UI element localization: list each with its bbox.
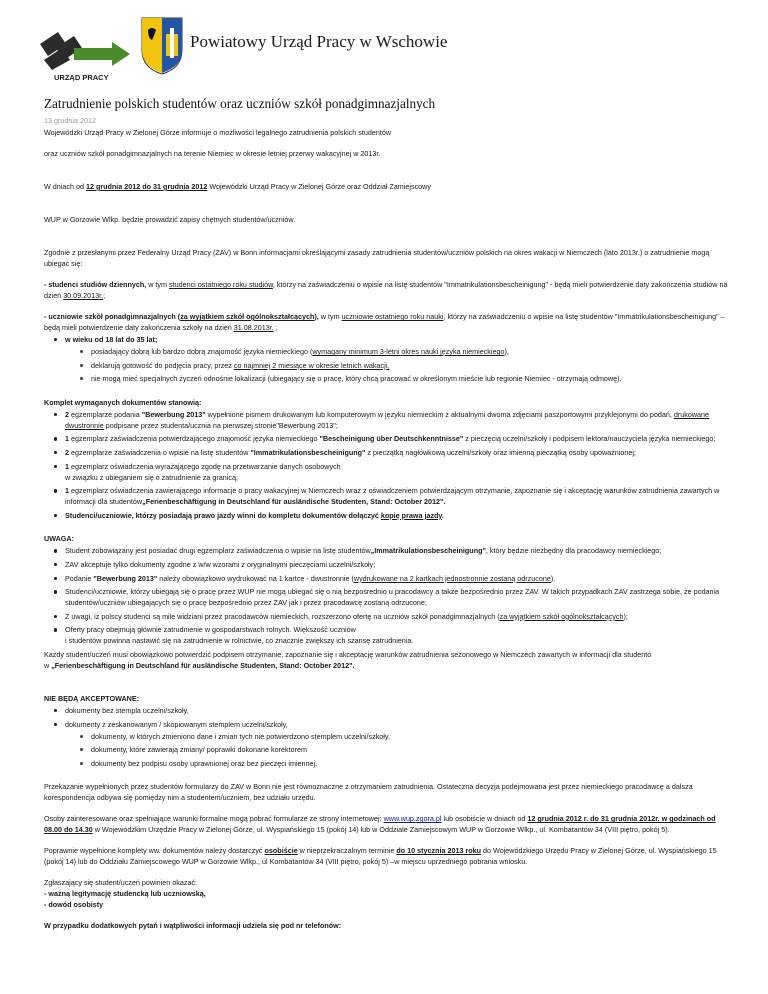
list-item: Podanie "Bewerbung 2013" należy obowiązkowo wydrukować na 1 kartce - dwustronnie (wydrukowane na 2 kartkach jednostronnie zostaną odrzucone). [65,573,734,584]
site-header [0,0,768,92]
list-item: w wieku od 18 lat do 35 lat; posiadający dobrą lub bardzo dobrą znajomość języka niemieckiego (wymagany minimum 3-letni okres nauki języka niemieckiego), deklarują gotowość do podjęcia pracy, przez co najmniej 2 miesiące w okresie letnich wakacji, nie mogą mieć specjalnych życzeń odnośnie lokalizacji (ubiegający się o pracę, który chcą pracować w określonym mieście lub regionie Niemiec - otrzymają odmowę). [65,334,734,384]
contact-paragraph: W przypadku dodatkowych pytań i wątpliwości informacji udziela się pod nr telefonów: [44,921,342,931]
intro-line-1: Wojewódzki Urząd Pracy w Zielonej Górze informuje o możliwości legalnego zatrudnienia polskich studentów [44,128,392,137]
not-accepted-sub-list [65,731,734,769]
not-accepted-heading: NIE BĘDĄ AKCEPTOWANE: [44,693,140,703]
delivery-paragraph: Poprawnie wypełnione komplety ww. dokumentów należy dostarczyć osobiście w nieprzekraczalnym terminie do 10 stycznia 2013 roku do Wojewódzkiego Urzędu Pracy w Zielonej Górze, ul. Wyspiańskiego 15 (pokój 14) lub do Oddziału Zamiejscowego WUP w Gorzowie Wlkp., ul Kombatantów 34 (VIII piętro, pokój 5) –w miejscu uprzedniego pobrania wniosku. [44,846,717,867]
documents-heading: Komplet wymaganych dokumentów stanowią: [44,397,202,407]
county-crest-icon [140,16,184,76]
list-item: Oferty pracy obejmują głównie zatrudnienie w gospodarstwach rolnych. Większość uczniów i studentów powinna nastawić się na zatrudnienie w rolnictwie, co znacznie zwiększy ich szansę zatrudnienia. [65,624,734,646]
enrollment-dates-paragraph: W dniach od 12 grudnia 2012 do 31 grudnia 2012 Wojewódzki Urząd Pracy w Zielonej Górze oraz Oddział Zamiejscowy [44,182,431,191]
list-item: dokumenty bez stempla uczelni/szkoły, [65,705,734,716]
list-item: dokumenty, w których zmieniono dane i zmian tych nie potwierdzono stemplem uczelni/szkoły, [91,731,734,742]
list-item: deklarują gotowość do podjęcia pracy, przez co najmniej 2 miesiące w okresie letnich wakacji, [91,360,734,371]
list-item: 2 egzemplarze podania "Bewerbung 2013" wypełnione pismem drukowanym lub komputerowym w języku niemieckim z aktualnymi dwoma zdjęciami paszportowymi przyklejonymi do podań, drukowane dwustronnie podpisane przez studenta/ucznia na pierwszej stronie"Bewerbung 2013"; [65,409,734,431]
wup-website-link[interactable]: www.wup.zgora.pl [383,814,442,824]
uwaga-heading: UWAGA: [44,534,74,544]
list-item: dokumenty bez podpisu osoby uprawnionej oraz bez pieczęci imiennej. [91,758,734,769]
list-item: Studenci/uczniowie, którzy ubiegają się o pracę przez WUP nie mogą ubiegać się o nią bezpośrednio u pracodawcy a także bezpośrednio przez ZAV. W takich przypadkach ZAV zastrzega sobie, że podania studentów/uczniów ubiegających się o pracę bezpośrednio przez ZAV jak i przez pracodawcę zostaną odrzucone; [65,586,734,608]
urzad-pracy-logo[interactable] [34,14,134,84]
list-item: dokumenty z zeskanowanym / skopiowanym stemplem uczelni/szkoły, dokumenty, w których zmieniono dane i zmian tych nie potwierdzono stemplem uczelni/szkoły, dokumenty, które zawierają zmiany/ poprawki dokonane korektorem dokumenty bez podpisu osoby uprawnionej oraz bez pieczęci imiennej. [65,719,734,769]
intro-line-2: oraz uczniów szkół ponadgimnazjalnych na terenie Niemiec w okresie letniej przerwy wakacyjnej w 2013r. [44,149,381,158]
list-item: Student zobowiązany jest posiadać drugi egzemplarz zaświadczenia o wpisie na listę studentów„Immatrikulationsbescheinigung", który będzie niezbędny dla pracodawcy niemieckiego; [65,545,734,556]
age-sub-list [65,346,734,384]
forwarding-paragraph: Przekazanie wypełnionych przez studentów formularzy do ZAV w Bonn nie jest równoznaczne z otrzymaniem zatrudnienia. Ostateczna decyzja podejmowana jest przez niemieckiego pracodawcę a dalsza korespondencja odbywa się pomiędzy nim a studentem/uczniem, bez udziału urzędu. [44,782,693,803]
age-list [44,334,734,384]
enrollment-office-paragraph: WUP w Gorzowie Wlkp. będzie prowadzić zapisy chętnych studentów/uczniów. [44,215,296,224]
article-title[interactable]: Zatrudnienie polskich studentów oraz uczniów szkół ponadgimnazjalnych [44,96,436,111]
list-item: 1 egzemplarz zaświadczenia potwierdzającego znajomość języka niemieckiego "Bescheinigung über Deutschkenntnisse" z pieczęcią uczelni/szkoły i podpisem lektora/nauczyciela języka niemieckiego; [65,433,734,444]
article [44,96,734,931]
enrollment-date-range: 12 grudnia 2012 do 31 grudnia 2012 [85,182,208,191]
list-item: nie mogą mieć specjalnych życzeń odnośnie lokalizacji (ubiegający się o pracę, który chcą pracować w określonym mieście lub regionie Niemiec - otrzymają odmowę). [91,373,734,384]
list-item: 2 egzemplarze zaświadczenia o wpisie na listę studentów "Immatrikulationsbescheinigung" z pieczątką nagłówkową uczelni/szkoły oraz imienną pieczątką osoby upoważnionej; [65,447,734,458]
students-paragraph: - studenci studiów dziennych, w tym studenci ostatniego roku studiów, którzy na zaświadczeniu o wpisie na listę studentów "Immatrikulationsbescheinigung" - będą mieli potwierdzenie daty zakończenia studiów na dzień 30.09.2013r.; [44,280,728,300]
confirmation-paragraph: Każdy student/uczeń musi obowiązkowo potwierdzić podpisem otrzymanie, zapoznanie się i akceptację warunków zatrudnienia sezonowego w Niemczech zawartych w informacji dla studentó w „Ferienbeschäftigung in Deutschland für ausländische Studenten, Stand: October 2012". [44,649,652,670]
forms-paragraph: Osoby zainteresowane oraz spełniające warunki formalne mogą pobrać formularze ze strony internetowej: www.wup.zgora.pl lub osobiście w dniach od 12 grudnia 2012 r. do 31 grudnia 2012r. w godzinach od 08.00 do 14.30 w Wojewódzkim Urzędzie Pracy w Zielonej Górze, ul. Wyspiańskiego 15 (pokój 14) lub w Oddziale Zamiejscowym WUP w Gorzowie Wlkp., ul. Kombatantów 34 (VIII piętro, pokój 5). [44,814,716,835]
logo-text: URZĄD PRACY [54,73,109,82]
list-item: ZAV akceptuje tylko dokumenty zgodne z w/w wzorami z oryginalnymi pieczęciami uczelni/szkoły; [65,559,734,570]
article-date: 13 grudnia 2012 [44,116,96,125]
site-title[interactable]: Powiatowy Urząd Pracy w Wschowie [190,32,448,51]
list-item: Z uwagi, iż polscy studenci są mile widziani przez pracodawców niemieckich, rozszerzono ofertę na uczniów szkół ponadgimnazjalnych (za wyjątkiem szkół ogólnokształcących); [65,611,734,622]
uwaga-list [44,545,734,646]
id-requirements-intro: Zgłaszający się student/uczeń powinien okazać: [44,878,198,888]
not-accepted-list [44,705,734,769]
id-requirement-id-card: - dowód osobisty [44,900,104,910]
eligibility-intro: Zgodnie z przesłanymi przez Federalny Urząd Pracy (ZAV) w Bonn informacjami określającymi zasady zatrudnienia studentów/uczniów polskich na okres wakacji w Niemczech (lato 2013r.) o zatrudnienie mogą ubiegać się: [44,248,710,268]
list-item: 1 egzemplarz oświadczenia zawierającego informacje o pracy wakacyjnej w Niemczech wraz z oświadczeniem potwierdzającym otrzymanie, zapoznanie się i akceptację warunków zatrudnienia zawartych w informacji dla studentów„Ferienbeschäftigung in Deutschland für ausländische Studenten, Stand: October 2012". [65,485,734,507]
documents-list [44,409,734,521]
list-item: dokumenty, które zawierają zmiany/ poprawki dokonane korektorem [91,744,734,755]
list-item: posiadający dobrą lub bardzo dobrą znajomość języka niemieckiego (wymagany minimum 3-letni okres nauki języka niemieckiego), [91,346,734,357]
list-item: Studenci/uczniowie, którzy posiadają prawo jazdy winni do kompletu dokumentów dołączyć kopię prawa jazdy. [65,510,734,521]
list-item: 1 egzemplarz oświadczenia wyrażającego zgodę na przetwarzanie danych osobowych w związku z ubieganiem się o zatrudnienie za granicą; [65,461,734,483]
pupils-paragraph: - uczniowie szkół ponadgimnazjalnych (za wyjątkiem szkół ogólnokształcących), w tym uczniowie ostatniego roku nauki, którzy na zaświadczeniu o wpisie na listę studentów "Immatrikulationsbescheinigung" – będą mieli potwierdzenie daty zakończenia szkoły na dzień 31.08.2013r. ; [44,312,725,332]
id-requirement-student-card: - ważną legitymację studencką lub uczniowską, [44,889,206,899]
logo-arrow-graphic [34,14,134,84]
